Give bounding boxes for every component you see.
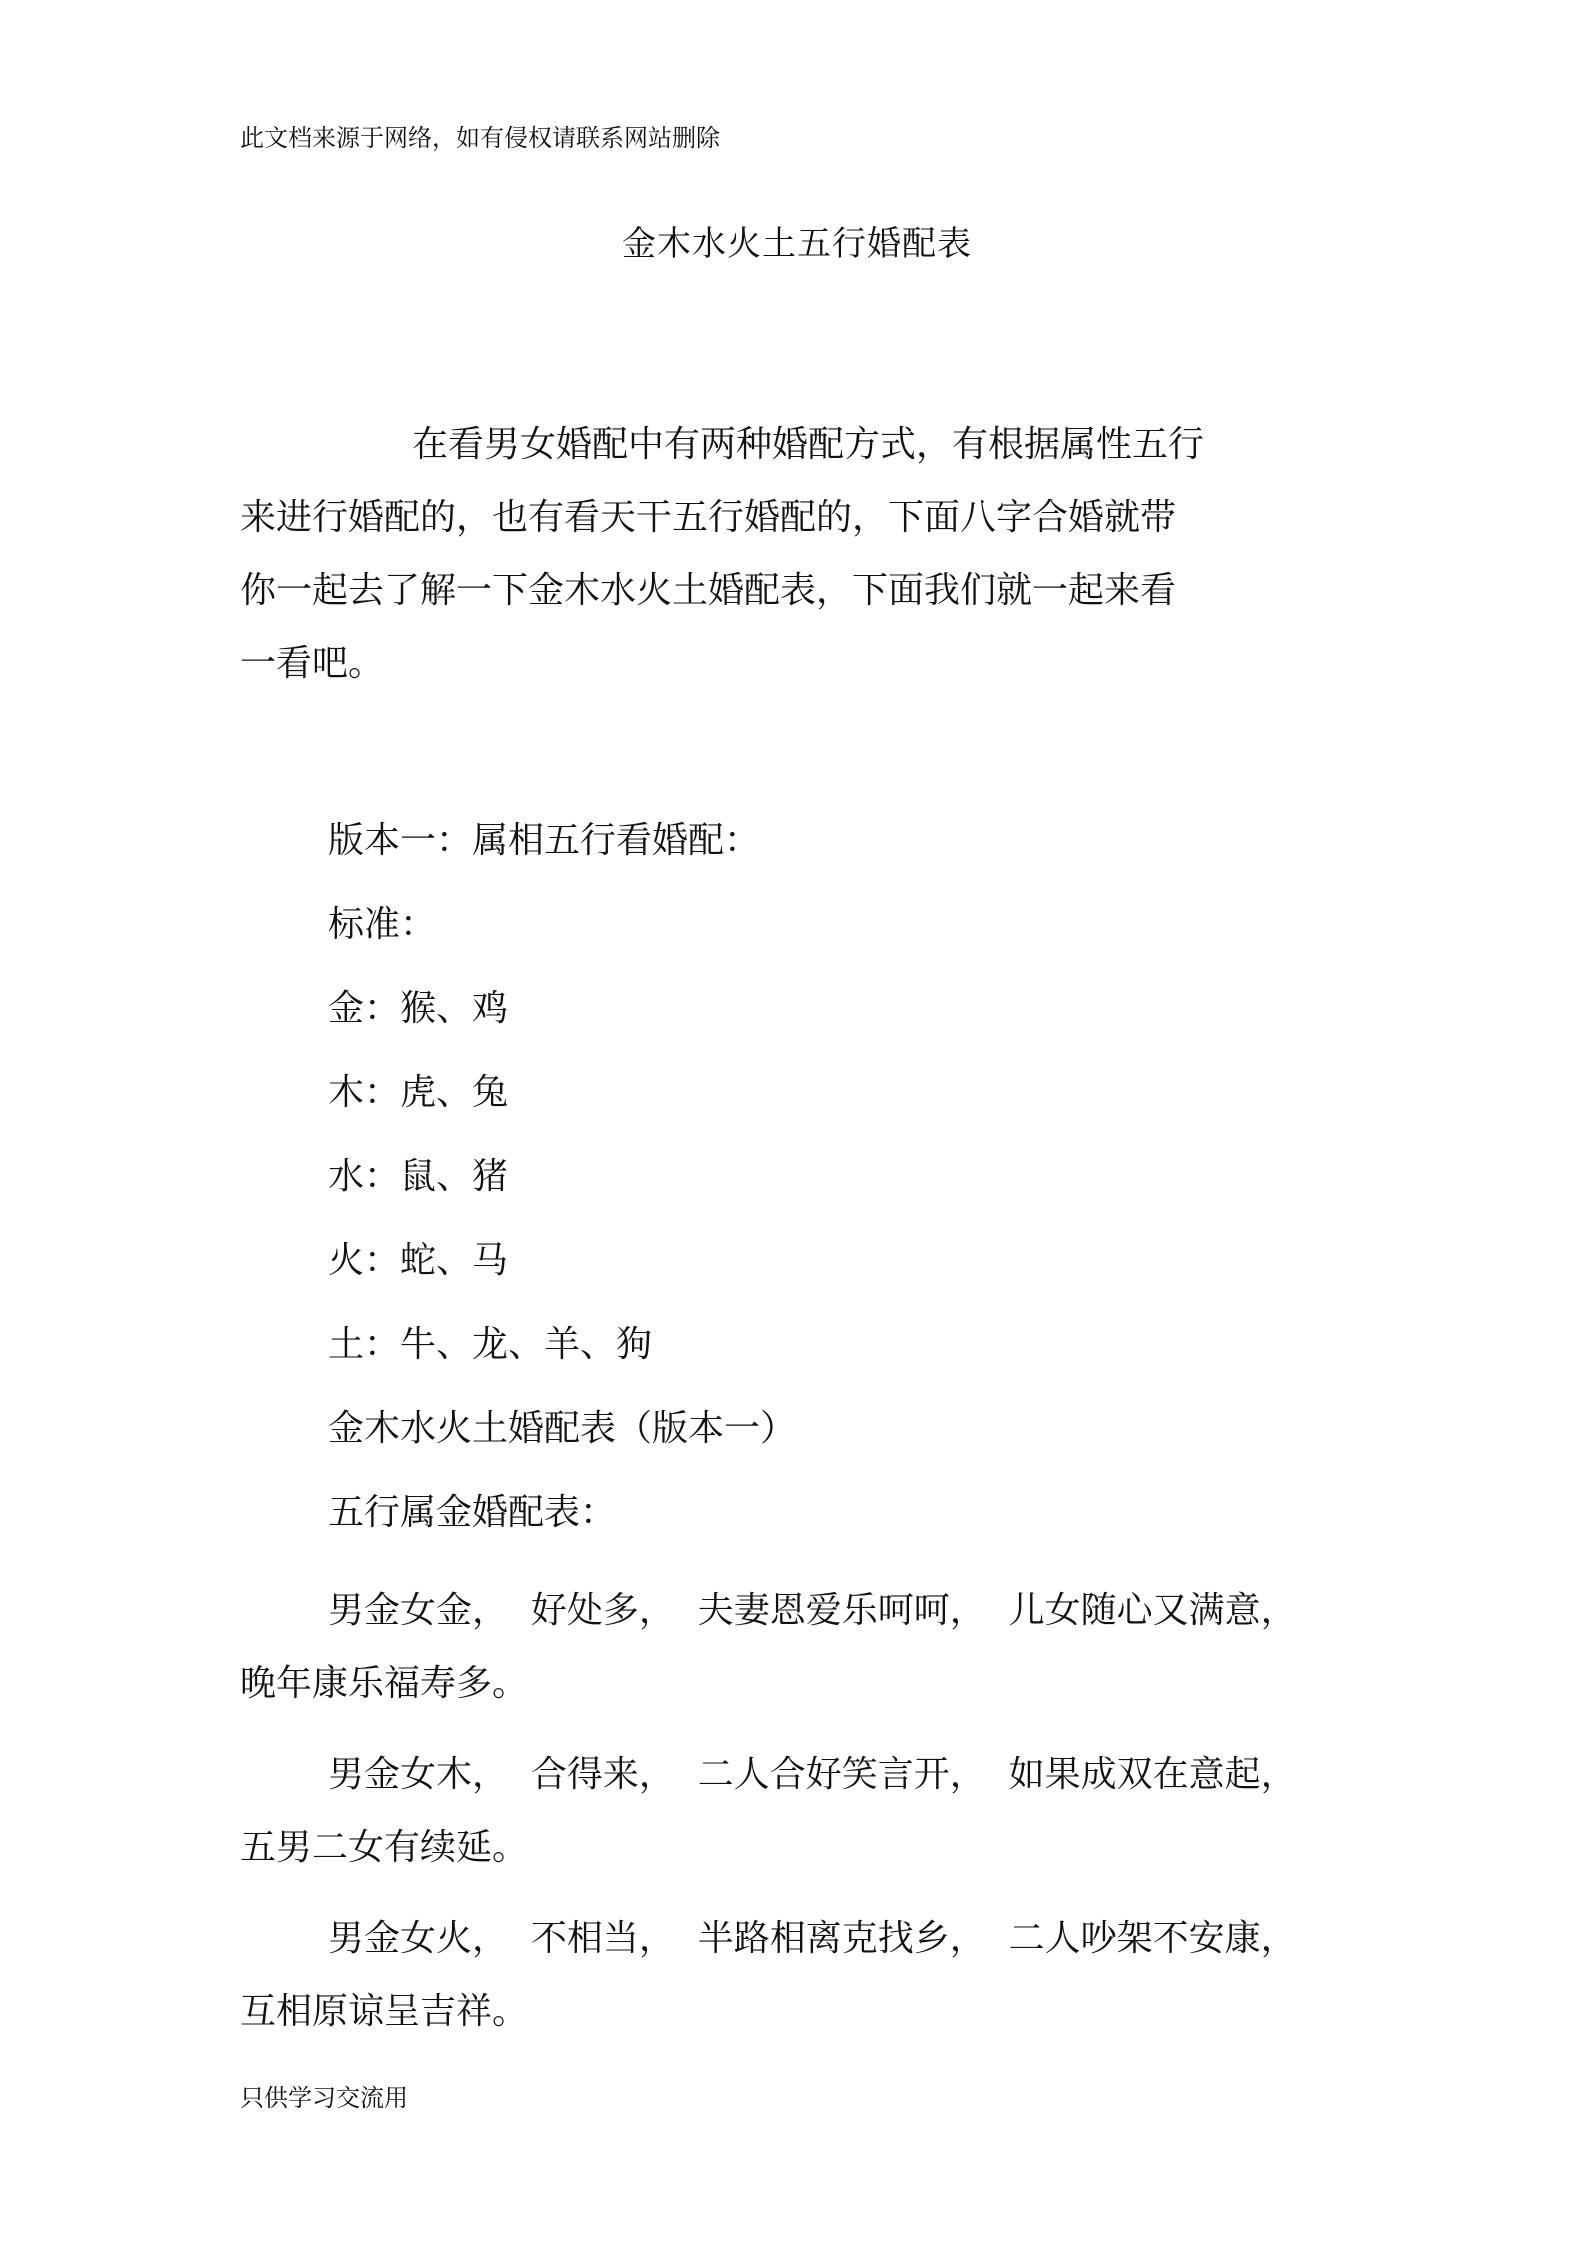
page-title: 金木水火土五行婚配表 <box>622 224 972 264</box>
section-heading: 版本一：属相五行看婚配： <box>328 820 761 861</box>
pairing-paragraph <box>240 1738 1360 1884</box>
pairing-line: 五男二女有续延。 <box>240 1827 529 1868</box>
pairing-paragraph <box>240 1574 1360 1720</box>
pairing-line: 互相原谅呈吉祥。 <box>240 1991 529 2032</box>
element-water-animals: 水：鼠、猪 <box>328 1156 509 1197</box>
intro-line: 你一起去了解一下金木水火土婚配表，下面我们就一起来看 <box>240 570 1177 611</box>
intro-line: 在看男女婚配中有两种婚配方式，有根据属性五行 <box>412 424 1205 465</box>
intro-paragraph <box>240 408 1360 700</box>
intro-line: 来进行婚配的，也有看天干五行婚配的，下面八字合婚就带 <box>240 497 1177 538</box>
pairing-paragraph <box>240 1902 1360 2048</box>
element-metal-animals: 金：猴、鸡 <box>328 988 509 1029</box>
table-caption: 金木水火土婚配表（版本一） <box>328 1408 797 1449</box>
standard-label: 标准： <box>328 904 437 945</box>
metal-table-heading: 五行属金婚配表： <box>328 1492 617 1533</box>
element-fire-animals: 火：蛇、马 <box>328 1240 509 1281</box>
footer-note: 只供学习交流用 <box>240 2084 408 2112</box>
intro-line: 一看吧。 <box>240 643 385 684</box>
pairing-line: 男金女金， 好处多， 夫妻恩爱乐呵呵， 儿女随心又满意， <box>328 1590 1297 1631</box>
element-wood-animals: 木：虎、兔 <box>328 1072 509 1113</box>
element-earth-animals: 土：牛、龙、羊、狗 <box>328 1324 653 1365</box>
pairing-line: 男金女木， 合得来， 二人合好笑言开， 如果成双在意起， <box>328 1754 1297 1795</box>
header-note: 此文档来源于网络，如有侵权请联系网站删除 <box>240 124 720 152</box>
pairing-line: 男金女火， 不相当， 半路相离克找乡， 二人吵架不安康， <box>328 1918 1297 1959</box>
pairing-line: 晚年康乐福寿多。 <box>240 1663 529 1704</box>
